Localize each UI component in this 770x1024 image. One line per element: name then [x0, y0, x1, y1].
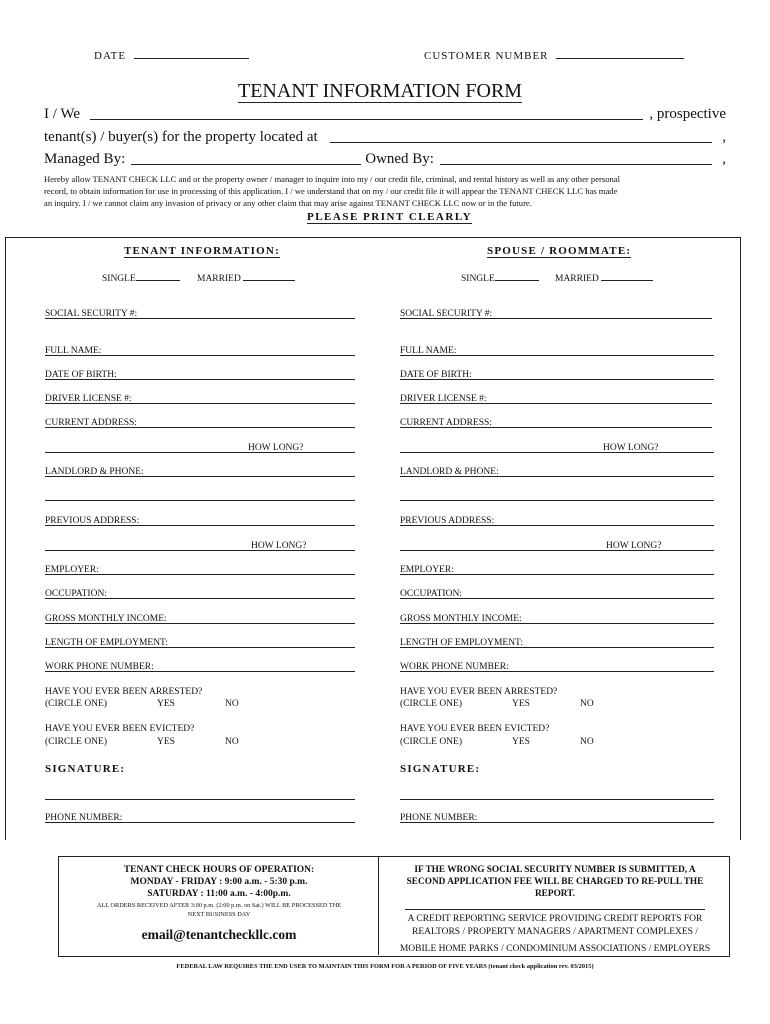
orders-note-2: NEXT BUSINESS DAY	[187, 911, 251, 918]
income-label: GROSS MONTHLY INCOME:	[45, 614, 167, 624]
occupation-label: OCCUPATION:	[45, 589, 107, 599]
ssn-input[interactable]	[400, 318, 712, 319]
ssn-warning-1: IF THE WRONG SOCIAL SECURITY NUMBER IS SUBMITTED, A	[414, 865, 696, 875]
arrested-no-option[interactable]: NO	[225, 699, 239, 709]
owned-by-label: Owned By:	[365, 151, 434, 167]
consent-line-3: an inquiry. I / we cannot claim any invasion of privacy or any other claim that may arise against TENANT CHECK LLC now or in the future.	[44, 198, 532, 208]
consent-text	[44, 173, 734, 209]
employer-label: EMPLOYER:	[45, 565, 99, 575]
full-name-input[interactable]	[400, 355, 714, 356]
income-label: GROSS MONTHLY INCOME:	[400, 614, 522, 624]
landlord-line-2[interactable]	[45, 500, 355, 501]
evicted-yes-option[interactable]: YES	[512, 737, 530, 747]
evicted-no-option[interactable]: NO	[580, 737, 594, 747]
federal-law-notice: FEDERAL LAW REQUIRES THE END USER TO MAINTAIN THIS FORM FOR A PERIOD OF FIVE YEARS (tenant check application rev. 03/2015)	[176, 963, 594, 970]
single-option[interactable]	[102, 272, 180, 284]
previous-address-line-2[interactable]	[400, 550, 714, 551]
dl-input[interactable]	[400, 403, 712, 404]
current-address-line-2[interactable]	[400, 452, 714, 453]
date-field[interactable]	[94, 48, 249, 62]
work-phone-label: WORK PHONE NUMBER:	[400, 662, 509, 672]
current-address-input[interactable]	[45, 427, 355, 428]
phone-input[interactable]	[45, 822, 355, 823]
current-address-label: CURRENT ADDRESS:	[45, 418, 137, 428]
length-employment-input[interactable]	[400, 647, 714, 648]
service-line-1: A CREDIT REPORTING SERVICE PROVIDING CREDIT REPORTS FOR	[407, 914, 703, 924]
evicted-question: HAVE YOU EVER BEEN EVICTED?	[45, 724, 195, 734]
dob-input[interactable]	[45, 379, 355, 380]
page-title: TENANT INFORMATION FORM	[238, 80, 523, 102]
work-phone-input[interactable]	[400, 671, 714, 672]
phone-input[interactable]	[400, 822, 714, 823]
signature-label: SIGNATURE:	[400, 763, 481, 775]
hours-saturday: SATURDAY : 11:00 a.m. - 4:00p.m.	[147, 889, 291, 899]
consent-line-2: record, to obtain information for use in processing of this application. I / we understand that on my / our credit file it will appear the TENANT CHECK LLC has made	[44, 186, 618, 196]
single-option[interactable]	[461, 272, 539, 284]
landlord-label: LANDLORD & PHONE:	[45, 467, 144, 477]
hours-section	[60, 864, 378, 943]
occupation-input[interactable]	[45, 598, 355, 599]
employer-label: EMPLOYER:	[400, 565, 454, 575]
ssn-label: SOCIAL SECURITY #:	[45, 309, 138, 319]
ssn-warning-3: REPORT.	[534, 889, 576, 899]
consent-line-1: Hereby allow TENANT CHECK LLC and or the property owner / manager to inquire into my / our credit file, criminal, and rental history as well as any other personal	[44, 174, 621, 184]
dl-label: DRIVER LICENSE #:	[400, 394, 487, 404]
comma: ,	[722, 151, 726, 167]
previous-address-label: PREVIOUS ADDRESS:	[400, 516, 495, 526]
dob-label: DATE OF BIRTH:	[400, 370, 472, 380]
how-long-label: HOW LONG?	[603, 443, 659, 453]
current-address-input[interactable]	[400, 427, 712, 428]
service-line-2: REALTORS / PROPERTY MANAGERS / APARTMENT COMPLEXES /	[412, 926, 698, 937]
married-label: MARRIED	[555, 274, 599, 284]
circle-one-label: (CIRCLE ONE)	[400, 737, 463, 747]
landlord-input[interactable]	[400, 476, 714, 477]
evicted-question: HAVE YOU EVER BEEN EVICTED?	[400, 724, 550, 734]
comma: ,	[722, 129, 726, 145]
arrested-yes-option[interactable]: YES	[157, 699, 175, 709]
spouse-header: SPOUSE / ROOMMATE:	[487, 245, 632, 257]
warning-separator	[405, 909, 705, 910]
phone-label: PHONE NUMBER:	[45, 813, 123, 823]
previous-address-input[interactable]	[45, 525, 355, 526]
length-employment-label: LENGTH OF EMPLOYMENT:	[400, 638, 524, 648]
orders-note-1: ALL ORDERS RECEIVED AFTER 3:00 p.m. (2:00 p.m. on Sat.) WILL BE PROCESSED THE	[96, 902, 342, 909]
single-label: SINGLE	[461, 274, 495, 284]
ssn-warning-section	[382, 864, 728, 957]
customer-number-label: CUSTOMER NUMBER	[424, 50, 549, 62]
dob-label: DATE OF BIRTH:	[45, 370, 117, 380]
full-name-label: FULL NAME:	[400, 346, 457, 356]
length-employment-label: LENGTH OF EMPLOYMENT:	[45, 638, 169, 648]
how-long-label: HOW LONG?	[606, 541, 662, 551]
landlord-label: LANDLORD & PHONE:	[400, 467, 499, 477]
signature-input[interactable]	[400, 799, 714, 800]
employer-input[interactable]	[400, 574, 714, 575]
previous-address-label: PREVIOUS ADDRESS:	[45, 516, 140, 526]
married-option[interactable]	[555, 272, 653, 284]
dob-input[interactable]	[400, 379, 714, 380]
hours-weekday: MONDAY - FRIDAY : 9:00 a.m. - 5:30 p.m.	[130, 877, 308, 887]
signature-input[interactable]	[45, 799, 355, 800]
full-name-input[interactable]	[45, 355, 355, 356]
print-clearly-notice: PLEASE PRINT CLEARLY	[307, 211, 473, 223]
managed-by-label: Managed By:	[44, 151, 126, 167]
phone-label: PHONE NUMBER:	[400, 813, 478, 823]
arrested-yes-option[interactable]: YES	[512, 699, 530, 709]
length-employment-input[interactable]	[45, 647, 355, 648]
signature-label: SIGNATURE:	[45, 763, 126, 775]
footer-divider	[378, 856, 379, 955]
ssn-warning-2: SECOND APPLICATION FEE WILL BE CHARGED TO RE-PULL THE	[406, 877, 704, 887]
evicted-no-option[interactable]: NO	[225, 737, 239, 747]
previous-address-line-2[interactable]	[45, 550, 355, 551]
arrested-question: HAVE YOU EVER BEEN ARRESTED?	[400, 687, 558, 697]
dl-label: DRIVER LICENSE #:	[45, 394, 132, 404]
contact-email[interactable]: email@tenantcheckllc.com	[141, 927, 297, 942]
circle-one-label: (CIRCLE ONE)	[45, 699, 108, 709]
ssn-input[interactable]	[45, 318, 355, 319]
hours-title: TENANT CHECK HOURS OF OPERATION:	[123, 865, 315, 875]
tenant-header: TENANT INFORMATION:	[124, 245, 280, 257]
full-name-label: FULL NAME:	[45, 346, 102, 356]
property-address-field[interactable]	[330, 128, 713, 143]
date-label: DATE	[94, 50, 127, 62]
work-phone-label: WORK PHONE NUMBER:	[45, 662, 154, 672]
income-input[interactable]	[45, 623, 355, 624]
landlord-line-2[interactable]	[400, 500, 714, 501]
property-label: tenant(s) / buyer(s) for the property located at	[44, 129, 318, 145]
owned-by-field[interactable]	[440, 150, 712, 165]
applicant-form-box	[5, 237, 741, 840]
how-long-label: HOW LONG?	[251, 541, 307, 551]
current-address-label: CURRENT ADDRESS:	[400, 418, 492, 428]
service-line-3: MOBILE HOME PARKS / CONDOMINIUM ASSOCIATIONS / EMPLOYERS	[400, 943, 710, 957]
customer-number-field[interactable]	[424, 48, 684, 62]
i-we-label: I / We	[44, 106, 81, 122]
dl-input[interactable]	[45, 403, 355, 404]
employer-input[interactable]	[45, 574, 355, 575]
married-option[interactable]	[197, 272, 295, 284]
work-phone-input[interactable]	[45, 671, 355, 672]
circle-one-label: (CIRCLE ONE)	[45, 737, 108, 747]
income-input[interactable]	[400, 623, 714, 624]
occupation-input[interactable]	[400, 598, 714, 599]
single-label: SINGLE	[102, 274, 136, 284]
ssn-label: SOCIAL SECURITY #:	[400, 309, 493, 319]
how-long-label: HOW LONG?	[248, 443, 304, 453]
arrested-question: HAVE YOU EVER BEEN ARRESTED?	[45, 687, 203, 697]
arrested-no-option[interactable]: NO	[580, 699, 594, 709]
current-address-line-2[interactable]	[45, 452, 355, 453]
managed-by-field[interactable]	[131, 150, 361, 165]
evicted-yes-option[interactable]: YES	[157, 737, 175, 747]
prospective-label: , prospective	[649, 106, 726, 122]
occupation-label: OCCUPATION:	[400, 589, 462, 599]
circle-one-label: (CIRCLE ONE)	[400, 699, 463, 709]
previous-address-input[interactable]	[400, 525, 714, 526]
applicant-names-field[interactable]	[90, 105, 643, 120]
married-label: MARRIED	[197, 274, 241, 284]
landlord-input[interactable]	[45, 476, 355, 477]
